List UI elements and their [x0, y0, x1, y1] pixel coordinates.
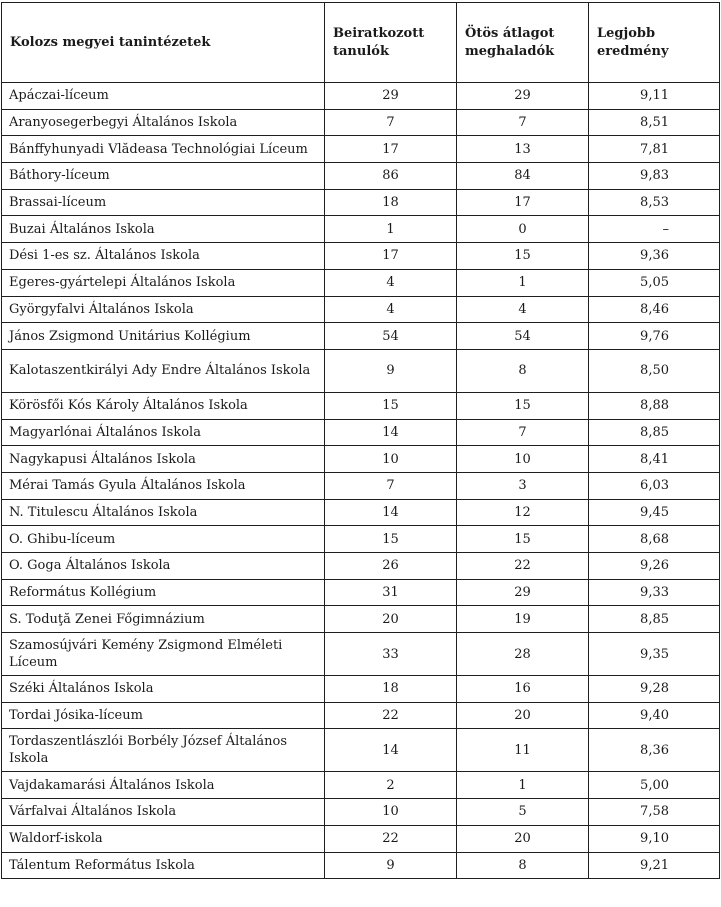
cell-best: 9,11	[589, 83, 720, 110]
cell-above-five: 15	[457, 392, 589, 419]
cell-enrolled: 1	[325, 216, 457, 243]
table-row	[2, 676, 720, 703]
table-row	[2, 189, 720, 216]
cell-best: 8,41	[589, 446, 720, 473]
cell-best: 9,36	[589, 243, 720, 270]
table-row	[2, 243, 720, 270]
cell-best: 9,40	[589, 702, 720, 729]
cell-enrolled: 17	[325, 243, 457, 270]
cell-best: 8,51	[589, 109, 720, 136]
cell-best: 5,05	[589, 269, 720, 296]
cell-above-five: 8	[457, 349, 589, 392]
cell-above-five: 13	[457, 136, 589, 163]
cell-best: 9,35	[589, 633, 720, 676]
cell-enrolled: 18	[325, 676, 457, 703]
cell-best: 9,76	[589, 323, 720, 350]
cell-institution: N. Titulescu Általános Iskola	[2, 499, 325, 526]
table-row	[2, 852, 720, 879]
cell-institution: Waldorf-iskola	[2, 825, 325, 852]
table-row	[2, 553, 720, 580]
table-row	[2, 163, 720, 190]
cell-best: 8,85	[589, 419, 720, 446]
cell-above-five: 7	[457, 419, 589, 446]
cell-above-five: 20	[457, 702, 589, 729]
table-row	[2, 799, 720, 826]
cell-best: 6,03	[589, 472, 720, 499]
table-row	[2, 446, 720, 473]
cell-best: 7,58	[589, 799, 720, 826]
header-institution: Kolozs megyei tanintézetek	[2, 3, 325, 83]
cell-enrolled: 22	[325, 702, 457, 729]
header-best: Legjobb eredmény	[589, 3, 720, 83]
header-enrolled: Beiratkozott tanulók	[325, 3, 457, 83]
cell-institution: Szamosújvári Kemény Zsigmond Elméleti Líceum	[2, 633, 325, 676]
cell-above-five: 11	[457, 729, 589, 772]
cell-above-five: 12	[457, 499, 589, 526]
table-row	[2, 772, 720, 799]
cell-enrolled: 26	[325, 553, 457, 580]
table-row	[2, 323, 720, 350]
cell-best: 8,88	[589, 392, 720, 419]
table-body	[2, 83, 720, 879]
cell-best: 8,36	[589, 729, 720, 772]
cell-enrolled: 14	[325, 419, 457, 446]
cell-above-five: 1	[457, 772, 589, 799]
cell-institution: O. Goga Általános Iskola	[2, 553, 325, 580]
cell-above-five: 28	[457, 633, 589, 676]
cell-institution: János Zsigmond Unitárius Kollégium	[2, 323, 325, 350]
cell-best: 9,21	[589, 852, 720, 879]
table-row	[2, 729, 720, 772]
table-row	[2, 579, 720, 606]
table-row	[2, 702, 720, 729]
cell-enrolled: 15	[325, 526, 457, 553]
table-row	[2, 606, 720, 633]
cell-institution: Györgyfalvi Általános Iskola	[2, 296, 325, 323]
cell-institution: Egeres-gyártelepi Általános Iskola	[2, 269, 325, 296]
cell-enrolled: 7	[325, 109, 457, 136]
cell-above-five: 20	[457, 825, 589, 852]
cell-institution: Kalotaszentkirályi Ady Endre Általános Iskola	[2, 349, 325, 392]
cell-enrolled: 10	[325, 446, 457, 473]
header-row	[2, 3, 720, 83]
cell-above-five: 10	[457, 446, 589, 473]
cell-institution: Tordai Jósika-líceum	[2, 702, 325, 729]
table-row	[2, 472, 720, 499]
cell-institution: Buzai Általános Iskola	[2, 216, 325, 243]
cell-institution: Magyarlónai Általános Iskola	[2, 419, 325, 446]
cell-enrolled: 9	[325, 349, 457, 392]
cell-best: 9,83	[589, 163, 720, 190]
table-row	[2, 83, 720, 110]
cell-best: 9,10	[589, 825, 720, 852]
cell-above-five: 15	[457, 526, 589, 553]
table-row	[2, 633, 720, 676]
cell-enrolled: 22	[325, 825, 457, 852]
cell-enrolled: 14	[325, 729, 457, 772]
cell-institution: Báthory-líceum	[2, 163, 325, 190]
cell-best: 8,53	[589, 189, 720, 216]
cell-above-five: 19	[457, 606, 589, 633]
cell-enrolled: 15	[325, 392, 457, 419]
cell-enrolled: 86	[325, 163, 457, 190]
cell-institution: Várfalvai Általános Iskola	[2, 799, 325, 826]
cell-enrolled: 2	[325, 772, 457, 799]
cell-institution: Tálentum Református Iskola	[2, 852, 325, 879]
table-row	[2, 296, 720, 323]
cell-best: 9,26	[589, 553, 720, 580]
cell-above-five: 84	[457, 163, 589, 190]
cell-above-five: 4	[457, 296, 589, 323]
table-row	[2, 825, 720, 852]
cell-institution: S. Toduţă Zenei Főgimnázium	[2, 606, 325, 633]
cell-institution: Tordaszentlászlói Borbély József Általános Iskola	[2, 729, 325, 772]
cell-best: 5,00	[589, 772, 720, 799]
header-above-five: Ötös átlagot meghaladók	[457, 3, 589, 83]
cell-above-five: 3	[457, 472, 589, 499]
cell-above-five: 54	[457, 323, 589, 350]
table-row	[2, 136, 720, 163]
cell-institution: Bánffyhunyadi Vlădeasa Technológiai Líceum	[2, 136, 325, 163]
cell-above-five: 8	[457, 852, 589, 879]
cell-best: 9,28	[589, 676, 720, 703]
cell-institution: Mérai Tamás Gyula Általános Iskola	[2, 472, 325, 499]
table-row	[2, 392, 720, 419]
cell-best: 9,45	[589, 499, 720, 526]
table-row	[2, 216, 720, 243]
cell-enrolled: 10	[325, 799, 457, 826]
cell-enrolled: 14	[325, 499, 457, 526]
table-row	[2, 269, 720, 296]
cell-enrolled: 20	[325, 606, 457, 633]
cell-above-five: 29	[457, 579, 589, 606]
cell-above-five: 7	[457, 109, 589, 136]
cell-institution: Református Kollégium	[2, 579, 325, 606]
cell-institution: Apáczai-líceum	[2, 83, 325, 110]
cell-best: 7,81	[589, 136, 720, 163]
table-row	[2, 419, 720, 446]
cell-institution: Aranyosegerbegyi Általános Iskola	[2, 109, 325, 136]
cell-institution: Nagykapusi Általános Iskola	[2, 446, 325, 473]
table-row	[2, 526, 720, 553]
cell-above-five: 5	[457, 799, 589, 826]
table-row	[2, 109, 720, 136]
cell-institution: Dési 1-es sz. Általános Iskola	[2, 243, 325, 270]
cell-enrolled: 4	[325, 269, 457, 296]
cell-enrolled: 4	[325, 296, 457, 323]
cell-enrolled: 7	[325, 472, 457, 499]
cell-institution: Széki Általános Iskola	[2, 676, 325, 703]
cell-above-five: 0	[457, 216, 589, 243]
cell-institution: Körösfői Kós Károly Általános Iskola	[2, 392, 325, 419]
table-row	[2, 349, 720, 392]
cell-above-five: 29	[457, 83, 589, 110]
cell-above-five: 17	[457, 189, 589, 216]
cell-best: 8,46	[589, 296, 720, 323]
cell-above-five: 16	[457, 676, 589, 703]
cell-above-five: 22	[457, 553, 589, 580]
cell-enrolled: 31	[325, 579, 457, 606]
cell-institution: O. Ghibu-líceum	[2, 526, 325, 553]
cell-best: 8,85	[589, 606, 720, 633]
cell-above-five: 15	[457, 243, 589, 270]
cell-institution: Vajdakamarási Általános Iskola	[2, 772, 325, 799]
cell-enrolled: 29	[325, 83, 457, 110]
cell-enrolled: 18	[325, 189, 457, 216]
cell-enrolled: 9	[325, 852, 457, 879]
cell-enrolled: 54	[325, 323, 457, 350]
table-row	[2, 499, 720, 526]
cell-above-five: 1	[457, 269, 589, 296]
results-table	[1, 2, 720, 879]
cell-best: –	[589, 216, 720, 243]
cell-best: 8,50	[589, 349, 720, 392]
cell-enrolled: 33	[325, 633, 457, 676]
cell-best: 8,68	[589, 526, 720, 553]
cell-enrolled: 17	[325, 136, 457, 163]
cell-best: 9,33	[589, 579, 720, 606]
cell-institution: Brassai-líceum	[2, 189, 325, 216]
